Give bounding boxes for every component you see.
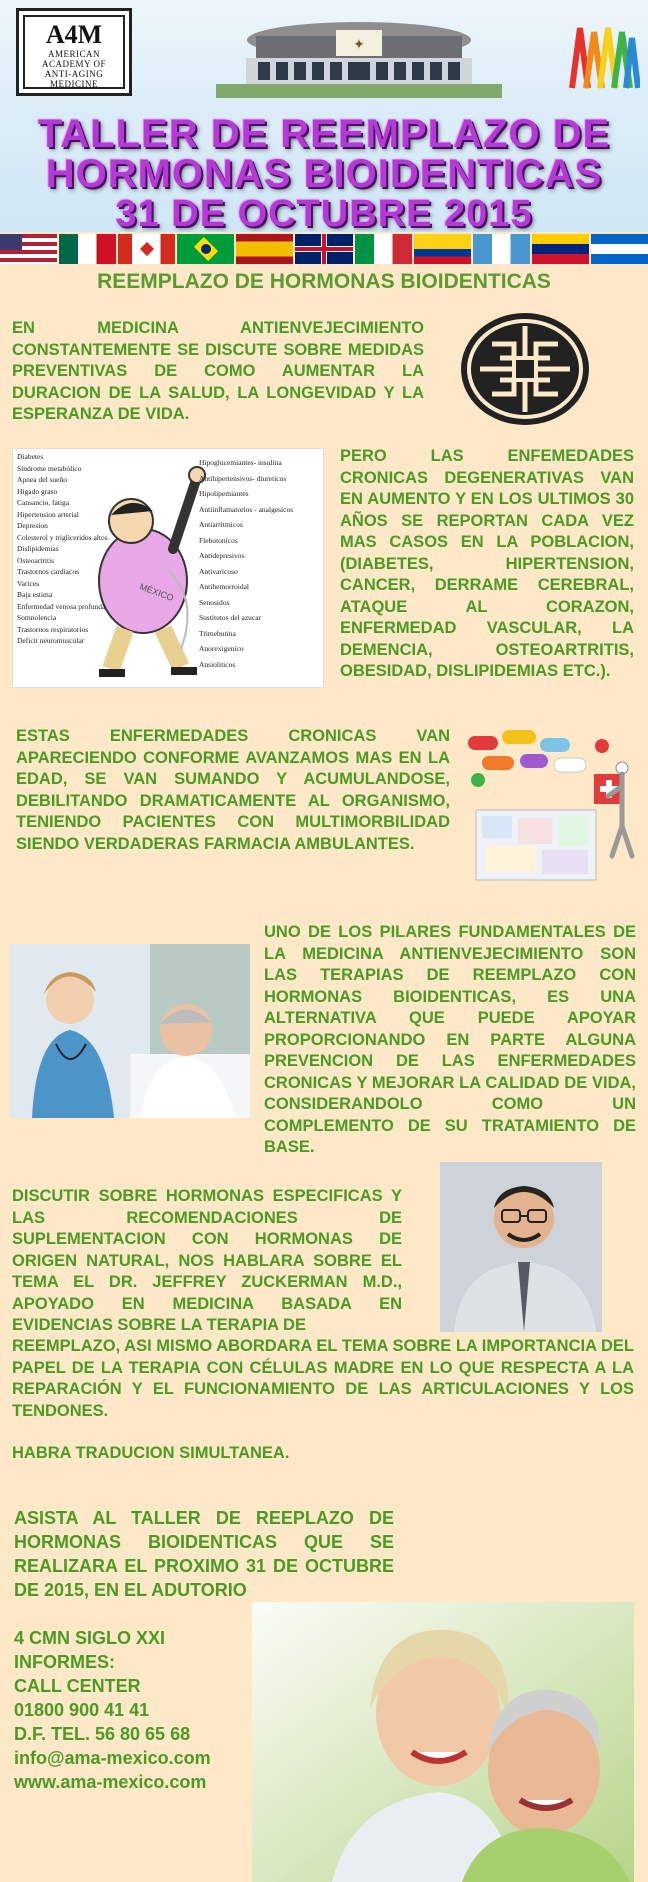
disease-label: Cansancio, fatiga bbox=[17, 498, 70, 507]
website-link[interactable]: www.ama-mexico.com bbox=[14, 1772, 207, 1792]
venue-line: 4 CMN SIGLO XXI bbox=[14, 1628, 166, 1648]
venezuela-flag-icon bbox=[532, 234, 589, 264]
uk-flag-icon bbox=[295, 234, 352, 264]
section-subtitle: REEMPLAZO DE HORMONAS BIOIDENTICAS bbox=[97, 270, 551, 293]
medication-label: Antivaricoso bbox=[199, 566, 238, 576]
medication-label: Antidepresivos bbox=[199, 551, 245, 560]
building-image bbox=[206, 10, 512, 100]
medication-label: Antihipertensivos- diureticos bbox=[199, 473, 287, 483]
medication-label: Sustitutos del azucar bbox=[199, 613, 262, 622]
guatemala-flag-icon bbox=[473, 234, 530, 264]
disease-label: Osteoartritis bbox=[17, 555, 55, 565]
nicaragua-flag-icon bbox=[591, 234, 648, 264]
speaker-paragraph: DISCUTIR SOBRE HORMONAS ESPECIFICAS Y LAS RECOMENDACIONES DE SUPLEMENTACION CON HORMONAS DE ORIGEN NATURAL, NOS HABLARA SOBRE EL TEMA EL DR. JEFFREY ZUCKERMAN M.D., APOYADO EN MEDICINA BASADA EN EVIDENCIAS SOBRE LA TERAPIA DE bbox=[12, 1187, 402, 1334]
svg-text:✦: ✦ bbox=[353, 38, 365, 53]
canada-flag-icon bbox=[118, 234, 175, 264]
medication-label: Antiinflamatorios - analgesicos bbox=[199, 504, 294, 514]
logo-line: MEDICINE bbox=[50, 79, 98, 89]
logo-line: ACADEMY OF bbox=[42, 59, 106, 69]
longevity-symbol-icon bbox=[458, 310, 592, 428]
df-phone: D.F. TEL. 56 80 65 68 bbox=[14, 1724, 191, 1744]
info-heading: INFORMES: bbox=[14, 1652, 115, 1672]
medication-label: Antiarritmicos bbox=[199, 520, 243, 529]
chronic-diseases-paragraph: PERO LAS ENFEMEDADES CRONICAS DEGENERATIVAS VAN EN AUMENTO Y EN LOS ULTIMOS 30 AÑOS SE REPORTAN CADA VEZ MAS CASOS EN LA POBLACION, (DIABETES, HIPERTENSION, CANCER, DERRAME CEREBRAL, ATAQUE AL CORAZON, ENFERMEDAD VASCULAR, LA DEMENCIA, OSTEOARTRITIS, OBESIDAD, DISLIPIDEMIAS ETC.). bbox=[340, 447, 634, 680]
a4m-logo bbox=[16, 8, 132, 96]
colombia-flag-icon bbox=[414, 234, 471, 264]
intro-paragraph: EN MEDICINA ANTIENVEJECIMIENTO CONSTANTEMENTE SE DISCUTE SOBRE MEDIDAS PREVENTIVAS DE COMO AUMENTAR LA DURACION DE LA SALUD, LA LONGEVIDAD Y LA ESPERANZA DE VIDA. bbox=[12, 319, 424, 423]
disease-label: Síndrome metabólico bbox=[17, 463, 82, 473]
title-line-3: 31 DE OCTUBRE 2015 bbox=[115, 193, 533, 232]
invitation-paragraph: ASISTA AL TALLER DE REEPLAZO DE HORMONAS BIOIDENTICAS QUE SE REALIZARA EL PROXIMO 31 DE OCTUBRE DE 2015, EN EL ADUTORIO bbox=[14, 1508, 394, 1600]
toll-free-phone: 01800 900 41 41 bbox=[14, 1700, 150, 1720]
header-banner bbox=[0, 0, 648, 232]
smiling-couple-photo bbox=[252, 1602, 634, 1882]
call-center-label: CALL CENTER bbox=[14, 1676, 141, 1696]
nurse-patient-photo bbox=[10, 944, 250, 1118]
disease-label: Dislipidemias bbox=[17, 544, 59, 553]
disease-label: Depresion bbox=[17, 521, 48, 530]
logo-line: AMERICAN bbox=[47, 49, 100, 59]
translation-note: HABRA TRADUCION SIMULTANEA. bbox=[12, 1444, 290, 1462]
medication-label: Senosidos bbox=[199, 597, 230, 607]
disease-label: Diabetes bbox=[17, 452, 44, 461]
brazil-flag-icon bbox=[177, 234, 234, 264]
disease-label: Deficit neuromuscular bbox=[17, 636, 85, 645]
disease-label: Hipertension arterial bbox=[17, 509, 79, 519]
pills-image bbox=[462, 726, 642, 896]
mexico-flag-icon bbox=[59, 234, 116, 264]
medication-label: Ansioliticos bbox=[199, 659, 236, 669]
usa-flag-icon bbox=[0, 234, 57, 264]
title-line-2: HORMONAS BIOIDENTICAS bbox=[45, 152, 603, 196]
disease-label: Enfermedad venosa profunda bbox=[17, 601, 106, 611]
pillars-paragraph: UNO DE LOS PILARES FUNDAMENTALES DE LA MEDICINA ANTIENVEJECIMIENTO SON LAS TERAPIAS DE REEMPLAZO CON HORMONAS BIOIDENTICAS, ES UNA ALTERNATIVA QUE PUEDE APOYAR PROPORCIONANDO EN PARTE ALGUNA PREVENCION DE LAS ENFERMEDADES CRONICAS Y MEJORAR LA CALIDAD DE VIDA, CONSIDERANDOLO COMO UN COMPLEMENTO DE SU TRATAMIENTO DE BASE. bbox=[264, 923, 636, 1156]
spain-flag-icon bbox=[236, 234, 293, 264]
logo-line: ANTI-AGING bbox=[44, 69, 104, 79]
flags-strip bbox=[0, 234, 648, 266]
title-line-1: TALLER DE REEMPLAZO DE bbox=[37, 112, 611, 156]
disease-medication-illustration bbox=[12, 448, 324, 688]
medication-label: Antihemorroidal bbox=[199, 582, 249, 591]
disease-label: Varices bbox=[17, 578, 40, 588]
doctor-portrait-photo bbox=[440, 1162, 602, 1332]
contact-info bbox=[14, 1626, 254, 1794]
disease-label: Apnea del sueño bbox=[17, 475, 67, 484]
medication-label: Flebotonicos bbox=[199, 535, 238, 545]
medication-label: Anorexigenico bbox=[199, 644, 244, 653]
disease-label: Trastornos cardiacos bbox=[17, 567, 80, 576]
medication-label: Hipolipemiantes bbox=[199, 489, 249, 498]
italy-flag-icon bbox=[355, 234, 412, 264]
multimorbidity-paragraph: ESTAS ENFERMEDADES CRONICAS VAN APARECIENDO CONFORME AVANZAMOS MAS EN LA EDAD, SE VAN SUMANDO Y ACUMULANDOSE, DEBILITANDO DRAMATICAMENTE AL ORGANISMO, TENIENDO PACIENTES CON MULTIMORBILIDAD SIENDO VERDADERAS FARMACIA AMBULANTES. bbox=[16, 727, 450, 853]
disease-label: Somnolencia bbox=[17, 613, 57, 622]
email-link[interactable]: info@ama-mexico.com bbox=[14, 1748, 211, 1768]
disease-label: Colesterol y trigliceridos altos bbox=[17, 532, 108, 542]
disease-label: Hígado graso bbox=[17, 486, 58, 496]
disease-label: Baja estima bbox=[17, 590, 53, 599]
shirt-text: MÉXICO bbox=[138, 581, 176, 604]
medication-label: Hipoglucemiantes- insulina bbox=[199, 458, 282, 467]
logo-mark: A4M bbox=[45, 20, 103, 49]
colorful-waves-icon bbox=[568, 18, 640, 96]
medication-label: Trimebutina bbox=[199, 628, 236, 638]
disease-label: Trastornos respiratorios bbox=[17, 624, 89, 634]
stem-cell-paragraph: REEMPLAZO, ASI MISMO ABORDARA EL TEMA SOBRE LA IMPORTANCIA DEL PAPEL DE LA TERAPIA CON CÉLULAS MADRE EN LO QUE RESPECTA A LA REPARACIÓN Y EL FUNCIONAMIENTO DE LAS ARTICULACIONES Y LOS TENDONES. bbox=[12, 1337, 634, 1420]
